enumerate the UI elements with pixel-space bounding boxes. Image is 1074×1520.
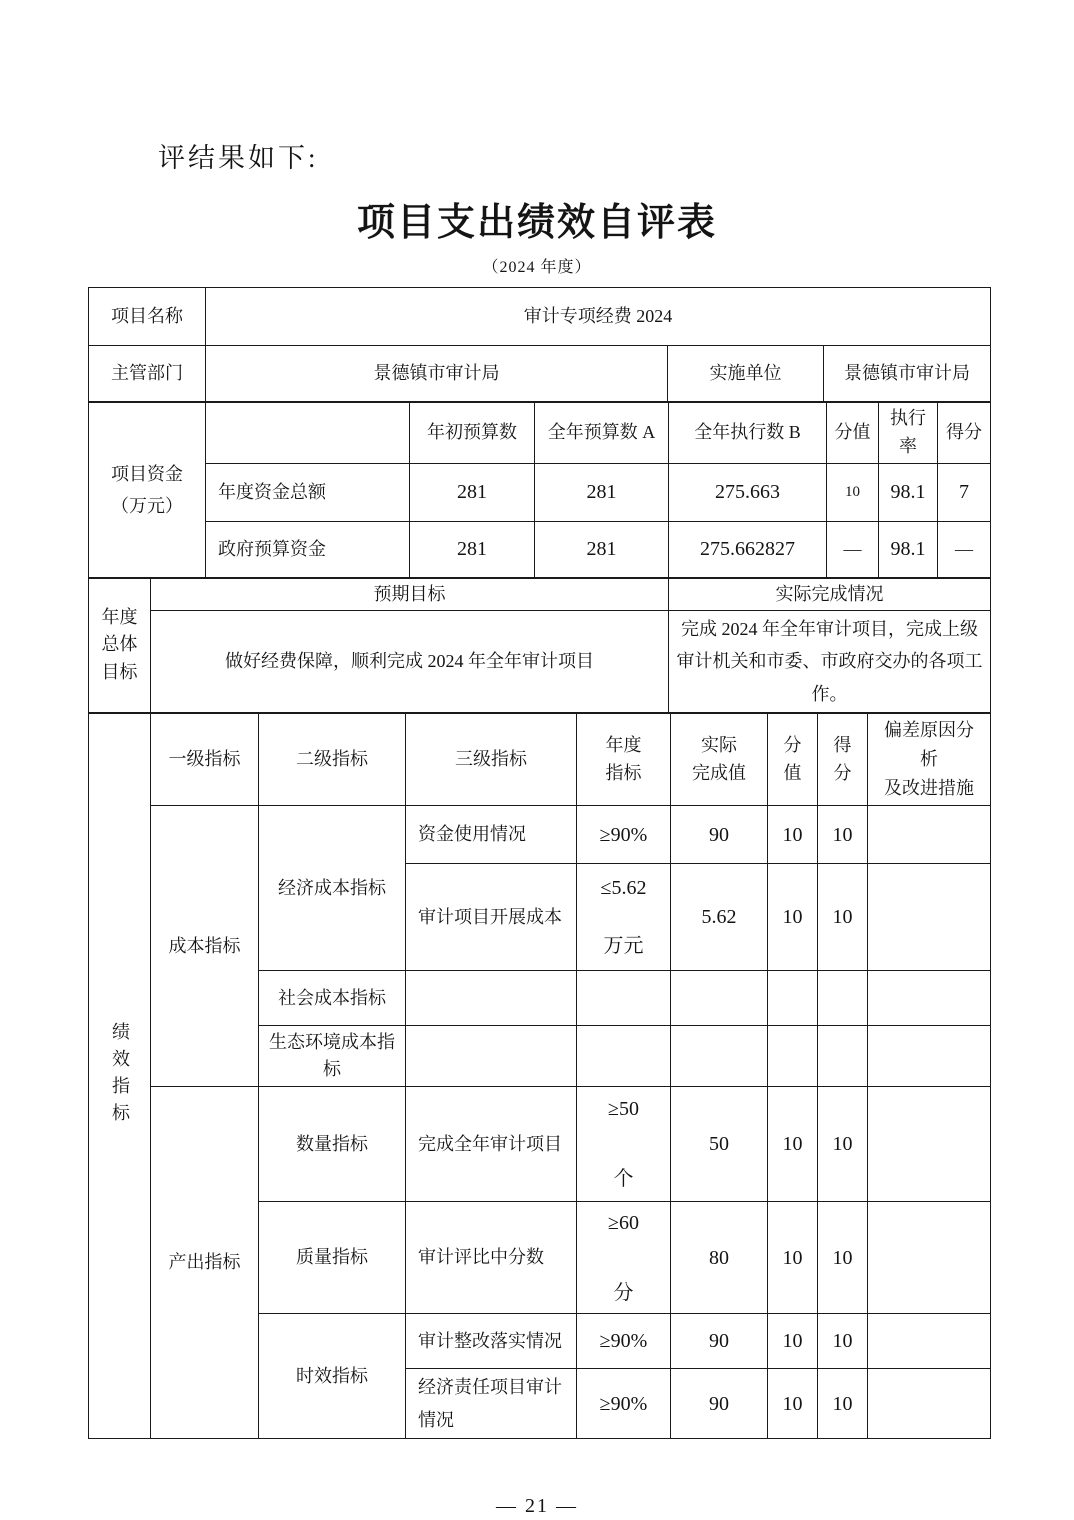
funding-header-row — [89, 403, 991, 464]
funding-annual-value: 281 — [535, 463, 669, 521]
intro-text: 评结果如下: — [158, 143, 319, 173]
funding-label-line2: （万元） — [111, 495, 183, 516]
header-deviation-line2: 析 — [920, 749, 938, 770]
level2-timeliness: 时效指标 — [259, 1314, 406, 1439]
points-value: 10 — [768, 864, 818, 971]
department-row — [89, 346, 991, 402]
level2-social-cost: 社会成本指标 — [259, 971, 406, 1026]
funding-label — [89, 403, 206, 578]
actual-value: 80 — [671, 1202, 768, 1314]
actual-value: 90 — [671, 1314, 768, 1369]
funding-points-value: 10 — [827, 463, 879, 521]
header-score-line2: 分 — [833, 762, 852, 783]
level2-eco-cost: 生态环境成本指标 — [259, 1026, 406, 1087]
points-value: 10 — [768, 1314, 818, 1369]
level2-quality: 质量指标 — [259, 1202, 406, 1314]
funding-executed-value: 275.663 — [669, 463, 827, 521]
document-title: 项目支出绩效自评表 — [356, 202, 717, 244]
document-subtitle: （2024 年度） — [482, 259, 592, 276]
actual-value: 50 — [671, 1087, 768, 1202]
level2-economic-cost: 经济成本指标 — [259, 806, 406, 971]
empty-cell — [406, 1026, 577, 1087]
goal-label-line3: 目标 — [101, 662, 138, 683]
funding-header-points: 分值 — [827, 403, 879, 464]
goal-actual-header: 实际完成情况 — [669, 578, 991, 610]
header-actual — [671, 713, 768, 805]
deviation-cell — [868, 1026, 991, 1087]
deviation-cell — [868, 971, 991, 1026]
header-actual-line1: 实际 — [701, 734, 737, 755]
dept-value: 景德镇市审计局 — [206, 346, 668, 402]
level1-cost: 成本指标 — [151, 806, 259, 1087]
empty-cell — [768, 1026, 818, 1087]
level3-label: 审计项目开展成本 — [406, 864, 577, 971]
deviation-cell — [868, 1087, 991, 1202]
project-name-value: 审计专项经费 2024 — [206, 288, 991, 346]
project-name-label: 项目名称 — [89, 288, 206, 346]
header-points-line1: 分 — [783, 734, 802, 755]
funding-score-value: — — [938, 521, 991, 577]
score-value: 10 — [818, 1314, 868, 1369]
goal-header-row — [89, 578, 991, 610]
funding-table — [88, 402, 991, 578]
goal-table — [88, 578, 991, 713]
header-actual-line2: 完成值 — [692, 762, 746, 783]
funding-initial-value: 281 — [410, 463, 535, 521]
score-value: 10 — [818, 1369, 868, 1439]
funding-executed-value: 275.662827 — [669, 521, 827, 577]
funding-rate-value: 98.1 — [879, 521, 938, 577]
empty-cell — [671, 1026, 768, 1087]
header-target — [577, 713, 671, 805]
empty-cell — [406, 971, 577, 1026]
header-level1: 一级指标 — [151, 713, 259, 805]
goal-label — [89, 578, 151, 712]
level3-label: 完成全年审计项目 — [406, 1087, 577, 1202]
funding-initial-value: 281 — [410, 521, 535, 577]
indicator-row-quantity — [89, 1087, 991, 1202]
level1-output: 产出指标 — [151, 1087, 259, 1439]
points-value: 10 — [768, 1087, 818, 1202]
impl-value: 景德镇市审计局 — [824, 346, 991, 402]
target-value: ≤5.62 万元 — [577, 864, 671, 971]
target-value: ≥90% — [577, 806, 671, 864]
rate-line1: 执行 — [890, 408, 926, 428]
header-points — [768, 713, 818, 805]
funding-header-initial: 年初预算数 — [410, 403, 535, 464]
empty-cell — [818, 971, 868, 1026]
empty-cell — [206, 403, 410, 464]
empty-cell — [768, 971, 818, 1026]
empty-cell — [577, 1026, 671, 1087]
dept-label: 主管部门 — [89, 346, 206, 402]
goal-label-line1: 年度 — [101, 606, 138, 627]
score-value: 10 — [818, 806, 868, 864]
header-deviation-line3: 及改进措施 — [884, 778, 974, 799]
header-points-line2: 值 — [783, 762, 802, 783]
funding-points-value: — — [827, 521, 879, 577]
header-score-line1: 得 — [833, 734, 852, 755]
funding-row-government — [89, 521, 991, 577]
header-score — [818, 713, 868, 805]
rate-line2: 率 — [899, 435, 917, 456]
indicator-row-fund-usage — [89, 806, 991, 864]
target-value: ≥90% — [577, 1314, 671, 1369]
funding-score-value: 7 — [938, 463, 991, 521]
indicators-table — [88, 713, 991, 1439]
funding-rate-value: 98.1 — [879, 463, 938, 521]
deviation-cell — [868, 864, 991, 971]
goal-expected-text: 做好经费保障，顺利完成 2024 年全年审计项目 — [151, 610, 669, 712]
points-value: 10 — [768, 806, 818, 864]
points-value: 10 — [768, 1369, 818, 1439]
info-table — [88, 287, 991, 402]
header-target-line1: 年度 — [605, 734, 642, 755]
page-number: — 21 — — [496, 1495, 578, 1518]
performance-side-label: 绩效指标 — [110, 1022, 130, 1131]
level3-label: 审计整改落实情况 — [406, 1314, 577, 1369]
performance-side-label-cell — [89, 713, 151, 1438]
score-value: 10 — [818, 864, 868, 971]
deviation-cell — [868, 806, 991, 864]
level3-label: 资金使用情况 — [406, 806, 577, 864]
indicators-header-row — [89, 713, 991, 805]
goal-label-line2: 总体 — [101, 634, 138, 655]
score-value: 10 — [818, 1202, 868, 1314]
level3-label: 经济责任项目审计情况 — [406, 1369, 577, 1439]
header-deviation-line1: 偏差原因分 — [884, 719, 974, 740]
empty-cell — [577, 971, 671, 1026]
goal-actual-text: 完成 2024 年全年审计项目，完成上级审计机关和市委、市政府交办的各项工作。 — [669, 610, 991, 712]
actual-value: 90 — [671, 1369, 768, 1439]
goal-expected-header: 预期目标 — [151, 578, 669, 610]
actual-value: 5.62 — [671, 864, 768, 971]
level3-label: 审计评比中分数 — [406, 1202, 577, 1314]
deviation-cell — [868, 1314, 991, 1369]
funding-header-annual: 全年预算数 A — [535, 403, 669, 464]
points-value: 10 — [768, 1202, 818, 1314]
funding-header-score: 得分 — [938, 403, 991, 464]
deviation-cell — [868, 1369, 991, 1439]
target-value: ≥90% — [577, 1369, 671, 1439]
header-level2: 二级指标 — [259, 713, 406, 805]
funding-header-executed: 全年执行数 B — [669, 403, 827, 464]
deviation-cell — [868, 1202, 991, 1314]
impl-label: 实施单位 — [668, 346, 824, 402]
actual-value: 90 — [671, 806, 768, 864]
empty-cell — [818, 1026, 868, 1087]
funding-row-label: 年度资金总额 — [206, 463, 410, 521]
empty-cell — [671, 971, 768, 1026]
target-value: ≥60 分 — [577, 1202, 671, 1314]
score-value: 10 — [818, 1087, 868, 1202]
funding-row-total — [89, 463, 991, 521]
funding-annual-value: 281 — [535, 521, 669, 577]
level2-quantity: 数量指标 — [259, 1087, 406, 1202]
project-name-row — [89, 288, 991, 346]
header-target-line2: 指标 — [605, 762, 642, 783]
header-deviation — [868, 713, 991, 805]
target-value: ≥50 个 — [577, 1087, 671, 1202]
funding-row-label: 政府预算资金 — [206, 521, 410, 577]
goal-content-row — [89, 610, 991, 712]
funding-label-line1: 项目资金 — [111, 463, 183, 484]
funding-header-rate — [879, 403, 938, 464]
header-level3: 三级指标 — [406, 713, 577, 805]
